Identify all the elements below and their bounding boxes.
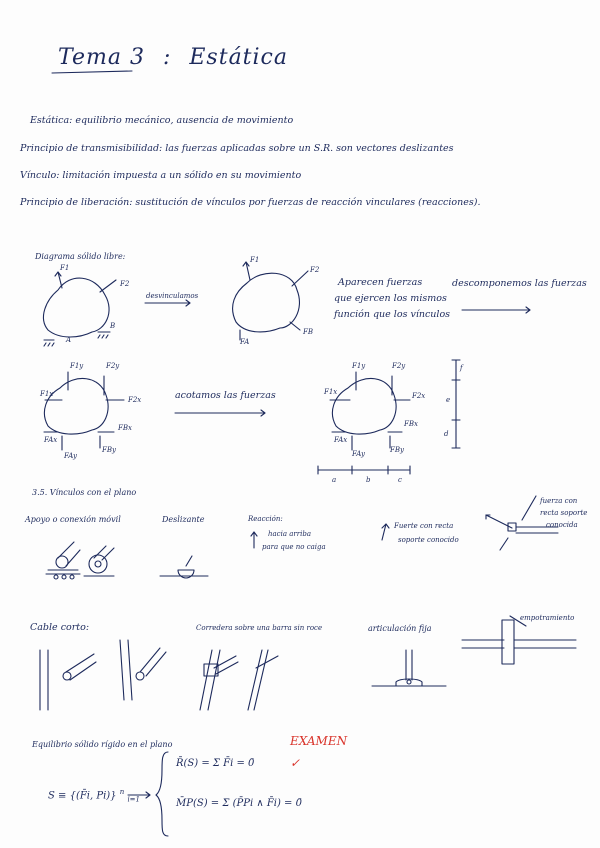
reaccion-2: para que no caiga: [262, 543, 326, 551]
dim-c: c: [398, 476, 402, 484]
equilibrium-heading: Equilibrio sólido rígido en el plano: [32, 740, 173, 749]
cable-label: Cable corto:: [30, 622, 90, 633]
label-fby-2: FBy: [390, 446, 404, 454]
dim-e: e: [446, 396, 451, 404]
tema-label: Tema 3: [58, 45, 145, 70]
dcl-arrow-label: desvinculamos: [146, 292, 199, 300]
section-35-heading: 3.5. Vínculos con el plano: [32, 488, 137, 497]
dcl-bound: acotamos las fuerzas: [175, 390, 276, 401]
empotramiento-label: empotramiento: [520, 614, 575, 622]
label-f1: F1: [60, 264, 70, 272]
label-f2y: F2y: [106, 362, 120, 370]
dcl-note-3: función que los vínculos: [334, 309, 451, 320]
label-fby: FBy: [102, 446, 116, 454]
label-f1-2: F1: [250, 256, 260, 264]
label-fay-2: FAy: [352, 450, 365, 458]
dcl-heading: Diagrama sólido libre:: [35, 252, 126, 261]
label-f2x: F2x: [128, 396, 142, 404]
reaccion-label: Reacción:: [248, 515, 283, 523]
system-sup: n: [119, 788, 125, 796]
label-fax: FAx: [44, 436, 58, 444]
definition-3: Vínculo: limitación impuesta a un sólido en su movimiento: [20, 170, 302, 181]
label-fbx-2: FBx: [404, 420, 418, 428]
label-fb: FB: [303, 328, 314, 336]
dcl-decompose: descomponemos las fuerzas: [452, 278, 587, 289]
label-fax-2: FAx: [334, 436, 348, 444]
deslizante-label: Deslizante: [162, 515, 205, 524]
fuerza-con: fuerza con: [540, 497, 578, 505]
articulacion-label: articulación fija: [368, 624, 432, 633]
dim-d: d: [444, 430, 449, 438]
examen-mark: ✓: [290, 756, 301, 770]
label-f2: F2: [120, 280, 130, 288]
dcl-note-1: Aparecen fuerzas: [338, 277, 423, 288]
subject-label: Estática: [189, 45, 288, 70]
equation-moment: M̄P(S) = Σ (P̄Pi ∧ F̄i) = 0̄: [176, 798, 302, 809]
fuerte-label-2: soporte conocido: [398, 536, 459, 544]
equation-resultant: R̄(S) = Σ F̄i = 0̄: [176, 758, 255, 769]
dim-b: b: [366, 476, 371, 484]
title-colon: :: [162, 45, 172, 70]
label-b: B: [110, 322, 116, 330]
label-fbx: FBx: [118, 424, 132, 432]
recta-soporte: recta soporte: [540, 509, 588, 517]
dim-f: f: [460, 364, 463, 372]
definition-1: Estática: equilibrio mecánico, ausencia de movimiento: [30, 115, 294, 126]
label-f1x: F1x: [40, 390, 54, 398]
label-a: A: [66, 336, 72, 344]
conocida: conocida: [546, 521, 578, 529]
system-sub: i=1: [127, 795, 140, 804]
label-f1y-2: F1y: [352, 362, 366, 370]
fuerte-label: Fuerte con recta: [394, 522, 454, 530]
definition-2: Principio de transmisibilidad: las fuerzas aplicadas sobre un S.R. son vectores deslizantes: [20, 143, 454, 154]
definition-4: Principio de liberación: sustitución de vínculos por fuerzas de reacción vinculares (reacciones).: [20, 197, 481, 208]
corredera-label: Corredera sobre una barra sin roce: [196, 624, 323, 632]
dim-a: a: [332, 476, 337, 484]
dcl-note-2: que ejercen los mismos: [334, 293, 447, 304]
examen-label: EXAMEN: [290, 734, 348, 748]
label-f1x-2: F1x: [324, 388, 338, 396]
apoyo-label: Apoyo o conexión móvil: [25, 515, 121, 524]
system-expression: S ≡ {(F̄i, Pi)}: [48, 790, 117, 802]
label-f2-2: F2: [310, 266, 320, 274]
label-fa: FA: [240, 338, 250, 346]
label-f2x-2: F2x: [412, 392, 426, 400]
label-f2y-2: F2y: [392, 362, 406, 370]
label-f1y: F1y: [70, 362, 84, 370]
reaccion-1: hacia arriba: [268, 530, 311, 538]
label-fay: FAy: [64, 452, 77, 460]
